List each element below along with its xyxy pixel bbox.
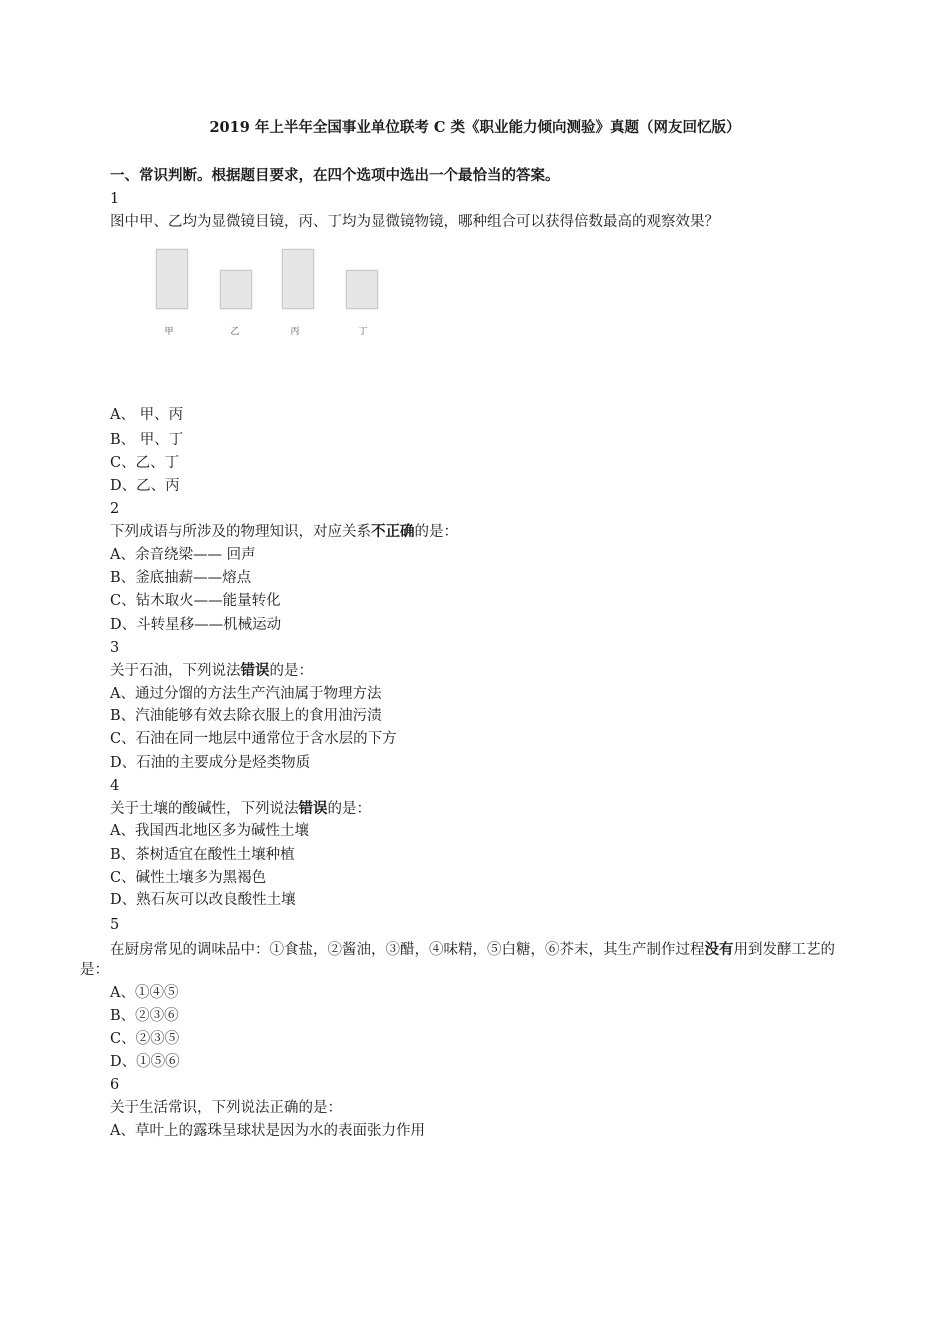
document-title: 2019 年上半年全国事业单位联考 C 类《职业能力倾向测验》真题（网友回忆版） [209,119,741,136]
figure-label: 丙 [290,327,300,337]
question-number: 5 [110,917,120,933]
option: D、斗转星移——机械运动 [110,617,282,633]
option: C、②③⑤ [110,1031,180,1047]
option: B、釜底抽薪——熔点 [110,570,252,586]
figure-label: 丁 [358,327,368,337]
option: D、石油的主要成分是烃类物质 [110,755,311,771]
option: C、乙、丁 [110,455,180,471]
option: A、 甲、丙 [110,407,184,423]
question-number: 2 [110,501,120,517]
option: B、②③⑥ [110,1008,179,1024]
question-number: 6 [110,1077,120,1093]
figure-label: 乙 [230,327,240,337]
objective-ding [346,270,378,309]
option: C、钻木取火——能量转化 [110,593,281,609]
option: B、汽油能够有效去除衣服上的食用油污渍 [110,708,382,724]
question-text: 下列成语与所涉及的物理知识，对应关系不正确的是： [110,523,458,540]
eyepiece-jia [156,249,188,309]
option: D、①⑤⑥ [110,1054,180,1070]
option: D、乙、丙 [110,478,180,494]
question-text: 关于石油，下列说法错误的是： [110,662,313,679]
question-number: 3 [110,640,120,656]
figure-label: 甲 [164,327,174,337]
microscope-lens-figure [150,245,410,345]
option: A、①④⑤ [110,985,179,1001]
section-heading: 一、常识判断。根据题目要求，在四个选项中选出一个最恰当的答案。 [110,167,560,184]
option: A、余音绕梁—— 回声 [110,547,256,563]
option: B、茶树适宜在酸性土壤种植 [110,847,295,863]
option: C、石油在同一地层中通常位于含水层的下方 [110,731,397,747]
question-number: 1 [110,191,120,207]
option: A、通过分馏的方法生产汽油属于物理方法 [110,686,382,702]
question-number: 4 [110,778,120,794]
eyepiece-yi [220,270,252,309]
question-text: 关于土壤的酸碱性，下列说法错误的是： [110,800,371,817]
option: A、我国西北地区多为碱性土壤 [110,823,309,839]
question-text: 在厨房常见的调味品中：①食盐，②酱油，③醋，④味精，⑤白糖，⑥芥末，其生产制作过程没有用到发酵工艺的是： [80,941,835,978]
option: A、草叶上的露珠呈球状是因为水的表面张力作用 [110,1123,425,1139]
question-text: 图中甲、乙均为显微镜目镜，丙、丁均为显微镜物镜，哪种组合可以获得倍数最高的观察效果？ [110,214,719,230]
option: C、碱性土壤多为黑褐色 [110,870,267,886]
option: B、 甲、丁 [110,432,184,448]
option: D、熟石灰可以改良酸性土壤 [110,892,296,908]
question-text: 关于生活常识，下列说法正确的是： [110,1100,342,1116]
objective-bing [282,249,314,309]
